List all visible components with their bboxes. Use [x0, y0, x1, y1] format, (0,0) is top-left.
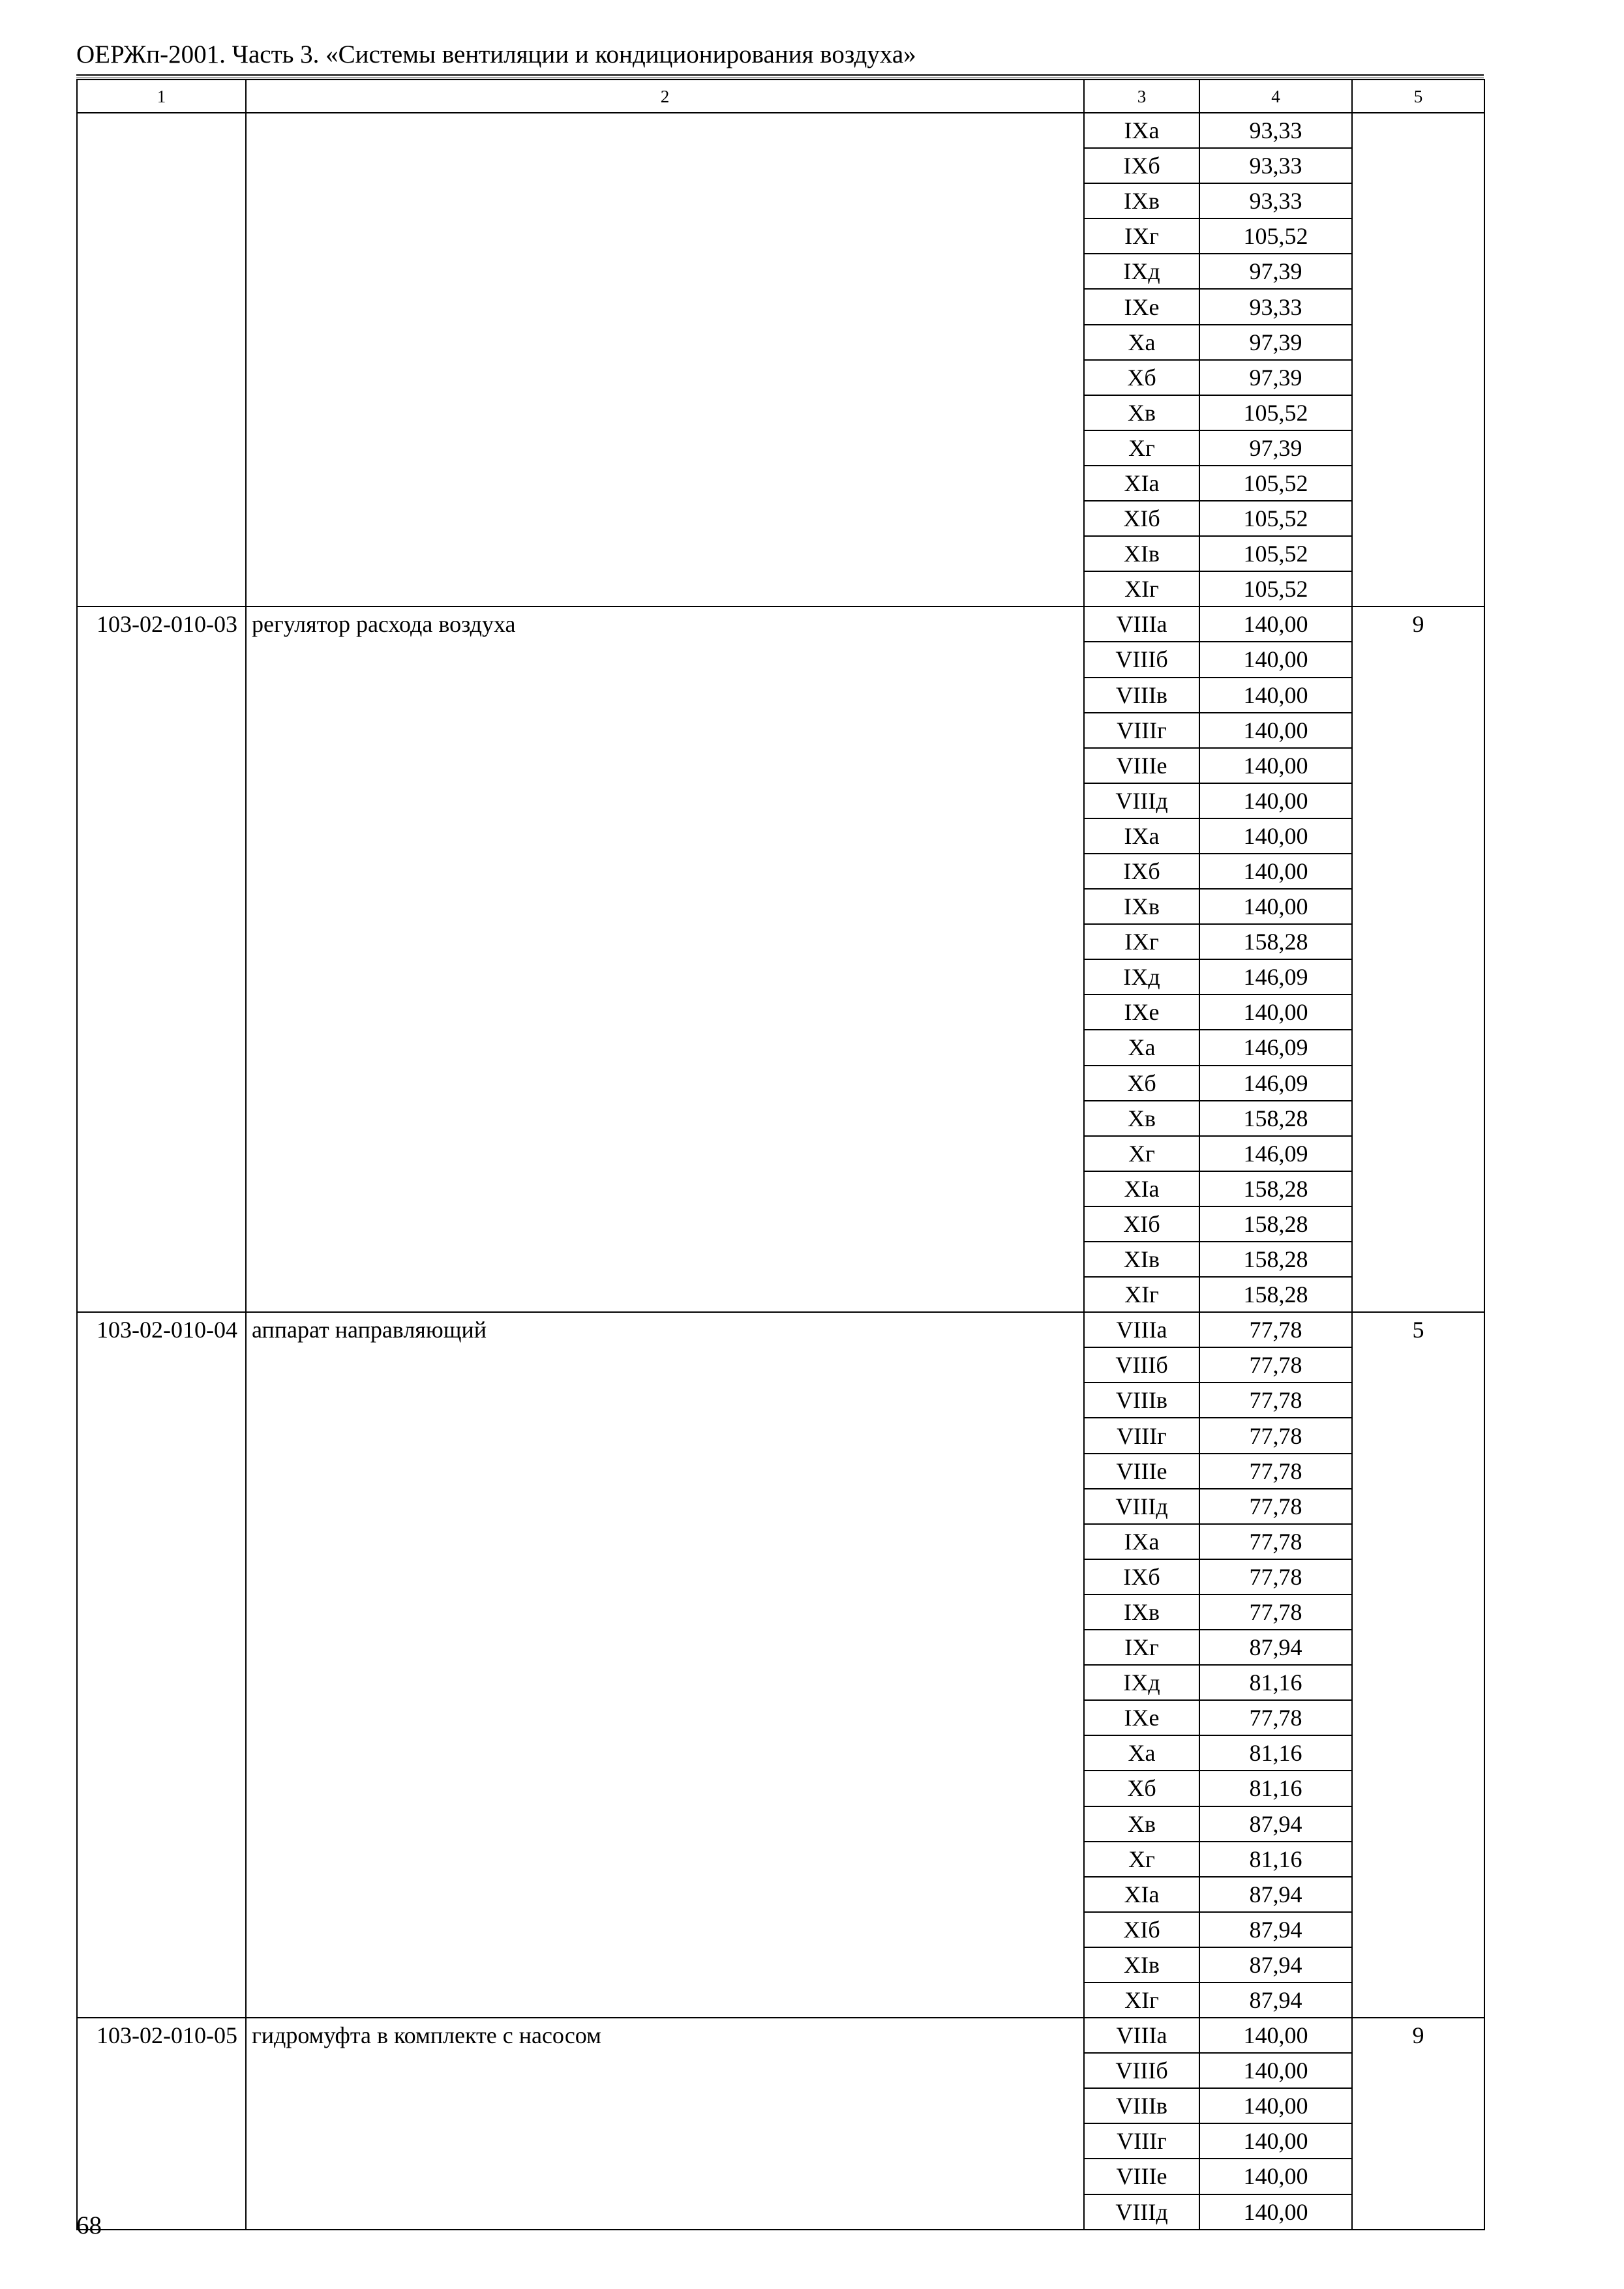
zone-cell: XIг — [1084, 571, 1199, 606]
item-name: гидромуфта в комплекте с насосом — [246, 2018, 1084, 2230]
zone-cell: XIв — [1084, 536, 1199, 571]
price-cell: 87,94 — [1199, 1877, 1352, 1912]
price-cell: 140,00 — [1199, 2194, 1352, 2230]
zone-cell: IXд — [1084, 959, 1199, 995]
table-row — [77, 1312, 1484, 1347]
price-cell: 77,78 — [1199, 1700, 1352, 1735]
price-cell: 77,78 — [1199, 1347, 1352, 1383]
zone-cell: IXд — [1084, 254, 1199, 289]
page-header — [76, 39, 1484, 78]
zone-cell: IXг — [1084, 218, 1199, 254]
price-cell: 158,28 — [1199, 1242, 1352, 1277]
zone-cell: IXд — [1084, 1665, 1199, 1700]
price-cell: 146,09 — [1199, 959, 1352, 995]
column-number: 5 — [1352, 80, 1484, 113]
price-cell: 77,78 — [1199, 1559, 1352, 1594]
zone-cell: Xв — [1084, 1101, 1199, 1136]
item-name: аппарат направляющий — [246, 1312, 1084, 2018]
price-cell: 158,28 — [1199, 924, 1352, 959]
price-cell: 140,00 — [1199, 713, 1352, 748]
price-cell: 158,28 — [1199, 1277, 1352, 1312]
table-row — [77, 113, 1484, 148]
price-cell: 140,00 — [1199, 2123, 1352, 2159]
table-body — [77, 80, 1484, 2230]
column-number: 2 — [246, 80, 1084, 113]
header-rule — [76, 74, 1484, 78]
price-cell: 158,28 — [1199, 1206, 1352, 1242]
zone-cell: VIIIб — [1084, 1347, 1199, 1383]
price-cell: 146,09 — [1199, 1030, 1352, 1065]
price-cell: 87,94 — [1199, 1982, 1352, 2018]
price-cell: 77,78 — [1199, 1312, 1352, 1347]
zone-cell: Xг — [1084, 1136, 1199, 1171]
norm-cell — [1352, 113, 1484, 606]
price-cell: 105,52 — [1199, 571, 1352, 606]
zone-cell: XIг — [1084, 1982, 1199, 2018]
item-name — [246, 113, 1084, 606]
zone-cell: VIIIв — [1084, 1383, 1199, 1418]
zone-cell: VIIIв — [1084, 678, 1199, 713]
zone-cell: Xв — [1084, 1806, 1199, 1842]
table-row — [77, 2018, 1484, 2053]
table-row — [77, 606, 1484, 642]
price-cell: 140,00 — [1199, 818, 1352, 854]
zone-cell: VIIIг — [1084, 1418, 1199, 1453]
zone-cell: VIIIб — [1084, 2053, 1199, 2088]
price-cell: 140,00 — [1199, 783, 1352, 818]
zone-cell: IXа — [1084, 1524, 1199, 1559]
price-cell: 105,52 — [1199, 218, 1352, 254]
zone-cell: Xб — [1084, 1771, 1199, 1806]
price-cell: 140,00 — [1199, 2018, 1352, 2053]
price-cell: 87,94 — [1199, 1630, 1352, 1665]
item-name: регулятор расхода воздуха — [246, 606, 1084, 1312]
zone-cell: VIIIд — [1084, 1489, 1199, 1524]
price-cell: 140,00 — [1199, 2088, 1352, 2123]
zone-cell: IXг — [1084, 924, 1199, 959]
zone-cell: VIIIб — [1084, 642, 1199, 677]
price-cell: 77,78 — [1199, 1383, 1352, 1418]
zone-cell: IXа — [1084, 818, 1199, 854]
price-cell: 140,00 — [1199, 642, 1352, 677]
price-cell: 93,33 — [1199, 289, 1352, 324]
zone-cell: Xг — [1084, 1842, 1199, 1877]
item-code — [77, 113, 246, 606]
zone-cell: IXб — [1084, 1559, 1199, 1594]
norm-cell: 9 — [1352, 606, 1484, 1312]
zone-cell: VIIIе — [1084, 1454, 1199, 1489]
price-cell: 87,94 — [1199, 1806, 1352, 1842]
price-cell: 81,16 — [1199, 1665, 1352, 1700]
price-cell: 140,00 — [1199, 748, 1352, 783]
price-cell: 93,33 — [1199, 113, 1352, 148]
zone-cell: XIб — [1084, 1912, 1199, 1947]
item-code: 103-02-010-04 — [77, 1312, 246, 2018]
zone-cell: VIIIг — [1084, 2123, 1199, 2159]
price-cell: 140,00 — [1199, 889, 1352, 924]
column-number: 3 — [1084, 80, 1199, 113]
price-cell: 140,00 — [1199, 678, 1352, 713]
zone-cell: VIIIа — [1084, 1312, 1199, 1347]
price-cell: 81,16 — [1199, 1771, 1352, 1806]
price-cell: 97,39 — [1199, 325, 1352, 360]
zone-cell: XIг — [1084, 1277, 1199, 1312]
price-cell: 77,78 — [1199, 1454, 1352, 1489]
zone-cell: XIа — [1084, 1171, 1199, 1206]
zone-cell: IXг — [1084, 1630, 1199, 1665]
price-cell: 77,78 — [1199, 1418, 1352, 1453]
price-cell: 77,78 — [1199, 1524, 1352, 1559]
price-cell: 105,52 — [1199, 395, 1352, 430]
price-cell: 140,00 — [1199, 606, 1352, 642]
price-cell: 105,52 — [1199, 536, 1352, 571]
zone-cell: VIIIв — [1084, 2088, 1199, 2123]
zone-cell: Xг — [1084, 430, 1199, 466]
zone-cell: XIа — [1084, 466, 1199, 501]
zone-cell: XIб — [1084, 501, 1199, 536]
price-cell: 77,78 — [1199, 1489, 1352, 1524]
price-cell: 140,00 — [1199, 995, 1352, 1030]
price-cell: 158,28 — [1199, 1101, 1352, 1136]
zone-cell: IXб — [1084, 854, 1199, 889]
norm-cell: 5 — [1352, 1312, 1484, 2018]
price-cell: 87,94 — [1199, 1947, 1352, 1982]
zone-cell: Xв — [1084, 395, 1199, 430]
price-cell: 97,39 — [1199, 430, 1352, 466]
zone-cell: XIб — [1084, 1206, 1199, 1242]
zone-cell: IXв — [1084, 183, 1199, 218]
document-title: ОЕРЖп-2001. Часть 3. «Системы вентиляции и кондиционирования воздуха» — [76, 40, 916, 68]
zone-cell: IXе — [1084, 1700, 1199, 1735]
price-cell: 146,09 — [1199, 1066, 1352, 1101]
price-cell: 81,16 — [1199, 1842, 1352, 1877]
zone-cell: VIIIг — [1084, 713, 1199, 748]
column-number: 4 — [1199, 80, 1352, 113]
zone-cell: Xб — [1084, 360, 1199, 395]
zone-cell: IXб — [1084, 148, 1199, 183]
zone-cell: Xа — [1084, 1030, 1199, 1065]
zone-cell: VIIIд — [1084, 2194, 1199, 2230]
item-code: 103-02-010-05 — [77, 2018, 246, 2230]
price-cell: 158,28 — [1199, 1171, 1352, 1206]
zone-cell: Xа — [1084, 325, 1199, 360]
zone-cell: IXе — [1084, 995, 1199, 1030]
column-number-row — [77, 80, 1484, 113]
price-cell: 140,00 — [1199, 2053, 1352, 2088]
zone-cell: VIIIа — [1084, 606, 1199, 642]
price-cell: 146,09 — [1199, 1136, 1352, 1171]
price-cell: 97,39 — [1199, 254, 1352, 289]
zone-cell: IXв — [1084, 889, 1199, 924]
price-table — [76, 79, 1485, 2230]
price-cell: 140,00 — [1199, 854, 1352, 889]
zone-cell: XIв — [1084, 1242, 1199, 1277]
price-cell: 77,78 — [1199, 1594, 1352, 1630]
zone-cell: VIIIе — [1084, 2159, 1199, 2194]
zone-cell: IXа — [1084, 113, 1199, 148]
zone-cell: IXе — [1084, 289, 1199, 324]
page-number: 68 — [76, 2211, 102, 2239]
column-number: 1 — [77, 80, 246, 113]
item-code: 103-02-010-03 — [77, 606, 246, 1312]
price-cell: 87,94 — [1199, 1912, 1352, 1947]
price-cell: 97,39 — [1199, 360, 1352, 395]
norm-cell: 9 — [1352, 2018, 1484, 2230]
price-cell: 105,52 — [1199, 501, 1352, 536]
price-cell: 93,33 — [1199, 183, 1352, 218]
price-cell: 93,33 — [1199, 148, 1352, 183]
zone-cell: Xа — [1084, 1735, 1199, 1771]
price-cell: 81,16 — [1199, 1735, 1352, 1771]
zone-cell: VIIIе — [1084, 748, 1199, 783]
zone-cell: XIв — [1084, 1947, 1199, 1982]
zone-cell: VIIIа — [1084, 2018, 1199, 2053]
zone-cell: Xб — [1084, 1066, 1199, 1101]
zone-cell: IXв — [1084, 1594, 1199, 1630]
price-cell: 105,52 — [1199, 466, 1352, 501]
zone-cell: XIа — [1084, 1877, 1199, 1912]
zone-cell: VIIIд — [1084, 783, 1199, 818]
price-cell: 140,00 — [1199, 2159, 1352, 2194]
